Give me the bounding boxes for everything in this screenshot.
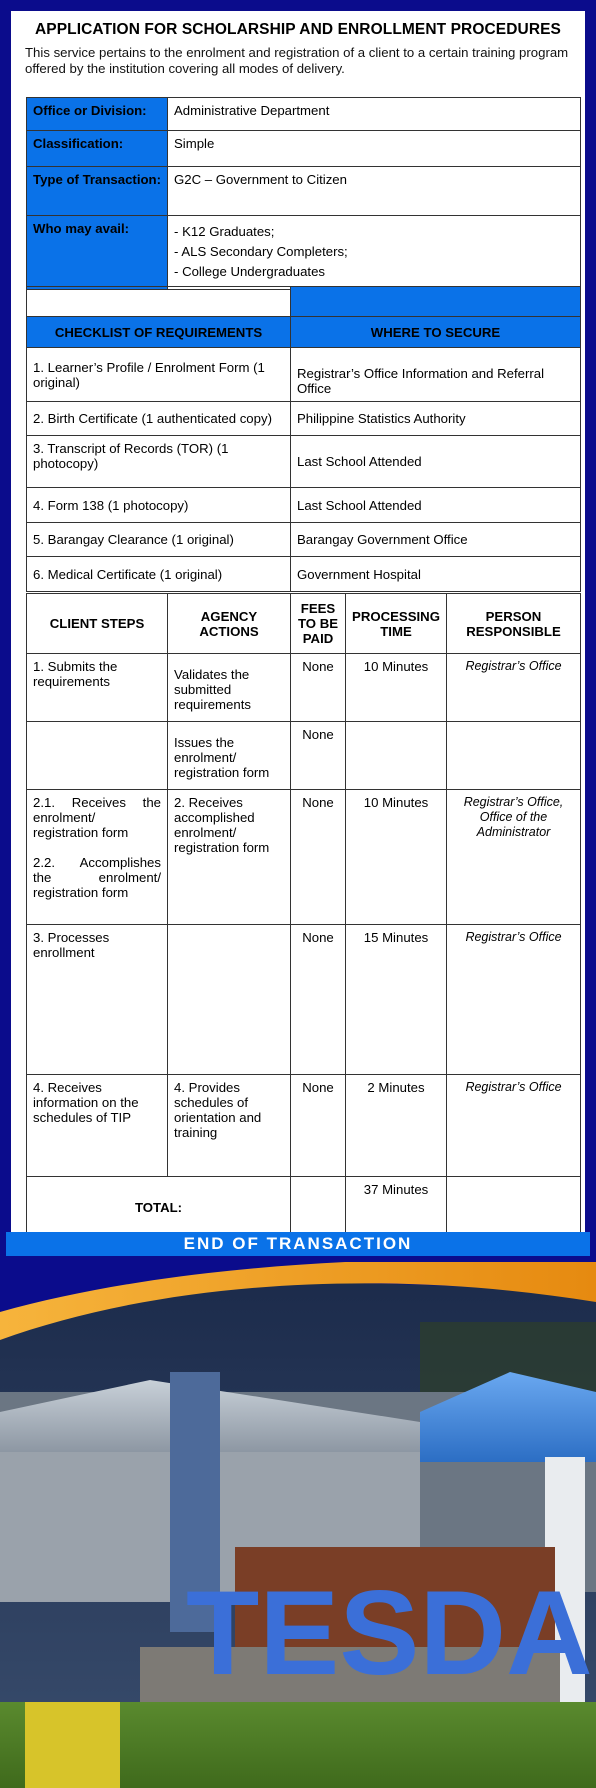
person-cell: Registrar’s Office bbox=[447, 654, 581, 722]
classification-label: Classification: bbox=[27, 131, 168, 167]
info-table bbox=[26, 97, 581, 290]
spacer-cell-blue bbox=[291, 287, 581, 317]
intro-text: This service pertains to the enrolment and registration of a client to a certain training program offered by the institution covering all modes of delivery. bbox=[25, 45, 569, 76]
client-step-cell bbox=[27, 790, 168, 925]
type-value: G2C – Government to Citizen bbox=[168, 167, 581, 216]
client-substep: 2.2. Accomplishes the enrolment/ registration form bbox=[33, 855, 161, 900]
time-cell: 15 Minutes bbox=[346, 925, 447, 1075]
where-cell: Philippine Statistics Authority bbox=[291, 402, 581, 436]
requirement-cell: 2. Birth Certificate (1 authenticated copy) bbox=[27, 402, 291, 436]
agency-action-cell: 4. Provides schedules of orientation and training bbox=[168, 1075, 291, 1177]
where-cell: Last School Attended bbox=[291, 488, 581, 523]
processing-time-header: PROCESSING TIME bbox=[346, 594, 447, 654]
client-step-cell: 3. Processes enrollment bbox=[27, 925, 168, 1075]
person-cell bbox=[447, 722, 581, 790]
fees-cell: None bbox=[291, 925, 346, 1075]
client-step-cell: 1. Submits the requirements bbox=[27, 654, 168, 722]
spacer-cell bbox=[27, 287, 291, 317]
campus-photo bbox=[0, 1262, 596, 1788]
person-cell: Registrar’s Office bbox=[447, 1075, 581, 1177]
fees-header: FEES TO BE PAID bbox=[291, 594, 346, 654]
office-value: Administrative Department bbox=[168, 98, 581, 131]
requirement-cell: 6. Medical Certificate (1 original) bbox=[27, 557, 291, 592]
type-label: Type of Transaction: bbox=[27, 167, 168, 216]
total-person-cell bbox=[447, 1177, 581, 1237]
where-cell: Registrar’s Office Information and Referral Office bbox=[291, 348, 581, 402]
fees-cell: None bbox=[291, 722, 346, 790]
who-item: - K12 Graduates; bbox=[174, 224, 574, 239]
person-cell: Registrar’s Office, Office of the Administrator bbox=[447, 790, 581, 925]
who-label: Who may avail: bbox=[27, 216, 168, 290]
tesda-sign-letters: TESDA bbox=[186, 1566, 593, 1700]
client-steps-header: CLIENT STEPS bbox=[27, 594, 168, 654]
client-substep: 2.1. Receives the enrolment/ registration form bbox=[33, 795, 161, 840]
where-cell: Last School Attended bbox=[291, 436, 581, 488]
checklist-table bbox=[26, 286, 581, 592]
end-of-transaction-banner: END OF TRANSACTION bbox=[6, 1232, 590, 1256]
agency-actions-header: AGENCY ACTIONS bbox=[168, 594, 291, 654]
total-fees-cell bbox=[291, 1177, 346, 1237]
where-cell: Government Hospital bbox=[291, 557, 581, 592]
requirement-cell: 5. Barangay Clearance (1 original) bbox=[27, 523, 291, 557]
steps-table bbox=[26, 593, 581, 1237]
yellow-box bbox=[25, 1702, 120, 1788]
requirement-cell: 4. Form 138 (1 photocopy) bbox=[27, 488, 291, 523]
time-cell bbox=[346, 722, 447, 790]
agency-action-cell bbox=[168, 925, 291, 1075]
client-step-cell bbox=[27, 722, 168, 790]
total-time: 37 Minutes bbox=[346, 1177, 447, 1237]
who-value bbox=[168, 216, 581, 290]
fees-cell: None bbox=[291, 790, 346, 925]
agency-action-cell: Validates the submitted requirements bbox=[168, 654, 291, 722]
person-responsible-header: PERSON RESPONSIBLE bbox=[447, 594, 581, 654]
client-step-cell: 4. Receives information on the schedules of TIP bbox=[27, 1075, 168, 1177]
who-item: - College Undergraduates bbox=[174, 264, 574, 279]
person-cell: Registrar’s Office bbox=[447, 925, 581, 1075]
time-cell: 10 Minutes bbox=[346, 654, 447, 722]
document-sheet bbox=[11, 11, 585, 1256]
total-label: TOTAL: bbox=[27, 1177, 291, 1237]
requirement-cell: 3. Transcript of Records (TOR) (1 photocopy) bbox=[27, 436, 291, 488]
page-title: APPLICATION FOR SCHOLARSHIP AND ENROLLMENT PROCEDURES bbox=[34, 21, 561, 38]
checklist-header: CHECKLIST OF REQUIREMENTS bbox=[27, 317, 291, 348]
fees-cell: None bbox=[291, 654, 346, 722]
agency-action-cell: Issues the enrolment/ registration form bbox=[168, 722, 291, 790]
time-cell: 10 Minutes bbox=[346, 790, 447, 925]
classification-value: Simple bbox=[168, 131, 581, 167]
requirement-cell: 1. Learner’s Profile / Enrolment Form (1 original) bbox=[27, 348, 291, 402]
where-cell: Barangay Government Office bbox=[291, 523, 581, 557]
agency-action-cell: 2. Receives accomplished enrolment/ registration form bbox=[168, 790, 291, 925]
who-list bbox=[174, 224, 574, 279]
time-cell: 2 Minutes bbox=[346, 1075, 447, 1177]
where-header: WHERE TO SECURE bbox=[291, 317, 581, 348]
tesda-sign bbox=[186, 1566, 593, 1700]
office-label: Office or Division: bbox=[27, 98, 168, 131]
fees-cell: None bbox=[291, 1075, 346, 1177]
who-item: - ALS Secondary Completers; bbox=[174, 244, 574, 259]
